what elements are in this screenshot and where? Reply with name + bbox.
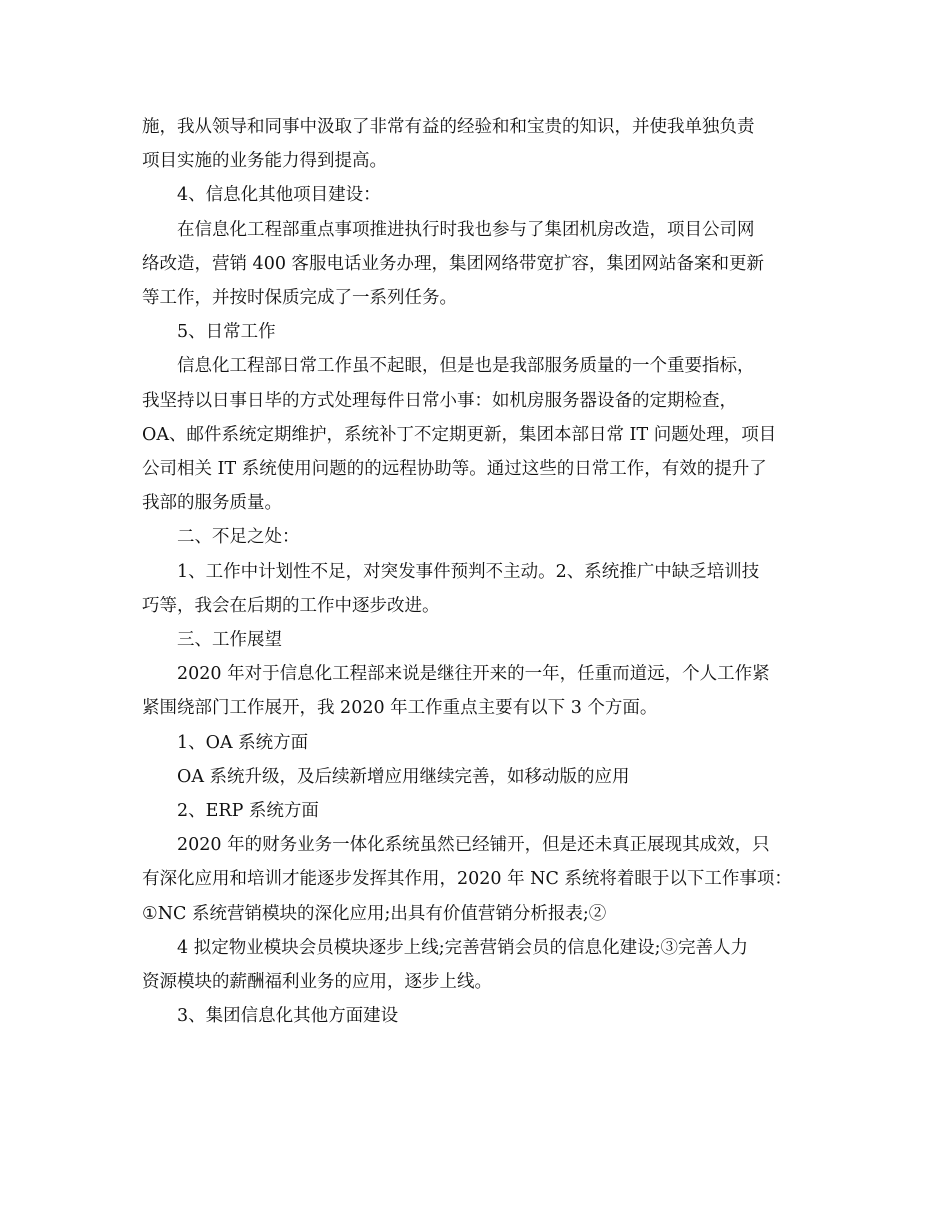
paragraph [142, 828, 810, 931]
paragraph [142, 349, 810, 520]
text-line: 信息化工程部日常工作虽不起眼，但是也是我部服务质量的一个重要指标， [177, 356, 755, 377]
text-line: OA 系统升级，及后续新增应用继续完善，如移动版的应用 [177, 766, 630, 787]
text-line: 络改造，营销 400 客服电话业务办理，集团网络带宽扩容，集团网站备案和更新 [142, 253, 765, 274]
text-line: 紧围绕部门工作展开，我 2020 年工作重点主要有以下 3 个方面。 [142, 698, 658, 719]
text-line: 4 拟定物业模块会员模块逐步上线;完善营销会员的信息化建设;③完善人力 [177, 937, 748, 958]
paragraph [142, 555, 810, 623]
paragraph [142, 657, 810, 725]
text-line: 等工作，并按时保质完成了一系列任务。 [142, 288, 457, 309]
text-line: 2020 年的财务业务一体化系统虽然已经铺开，但是还未真正展现其成效，只 [177, 835, 770, 856]
text-line: 公司相关 IT 系统使用问题的的远程协助等。通过这些的日常工作，有效的提升了 [142, 459, 767, 480]
text-line: 我部的服务质量。 [142, 493, 282, 514]
text-line: 在信息化工程部重点事项推进执行时我也参与了集团机房改造，项目公司网 [177, 219, 755, 240]
text-line: 我坚持以日事日毕的方式处理每件日常小事：如机房服务器设备的定期检查， [142, 390, 737, 411]
text-line: 2020 年对于信息化工程部来说是继往开来的一年，任重而道远，个人工作紧 [177, 664, 770, 685]
text-line: 巧等，我会在后期的工作中逐步改进。 [142, 595, 440, 616]
text-line: 3、集团信息化其他方面建设 [177, 1006, 399, 1027]
text-line: 5、日常工作 [177, 322, 276, 343]
paragraph [142, 760, 810, 794]
text-line: OA、邮件系统定期维护，系统补丁不定期更新，集团本部日常 IT 问题处理，项目 [142, 424, 777, 445]
text-line: 1、工作中计划性不足，对突发事件预判不主动。2、系统推广中缺乏培训技 [177, 561, 760, 582]
paragraph [142, 110, 810, 178]
paragraph [142, 315, 810, 349]
text-line: 4、信息化其他项目建设： [177, 185, 381, 206]
paragraph [142, 726, 810, 760]
paragraph [142, 999, 810, 1033]
paragraph [142, 931, 810, 999]
paragraph [142, 623, 810, 657]
text-line: 三、工作展望 [177, 630, 282, 651]
text-line: 项目实施的业务能力得到提高。 [142, 151, 387, 172]
text-line: 2、ERP 系统方面 [177, 801, 319, 822]
text-line: 资源模块的薪酬福利业务的应用，逐步上线。 [142, 972, 492, 993]
text-line: 施，我从领导和同事中汲取了非常有益的经验和和宝贵的知识，并使我单独负责 [142, 117, 755, 137]
paragraph [142, 520, 810, 554]
text-line: 二、不足之处： [177, 527, 300, 548]
document-body [142, 110, 810, 1033]
paragraph [142, 213, 810, 316]
paragraph [142, 794, 810, 828]
paragraph [142, 178, 810, 212]
text-line: ①NC 系统营销模块的深化应用;出具有价值营销分析报表;② [142, 903, 607, 924]
text-line: 1、OA 系统方面 [177, 732, 309, 753]
text-line: 有深化应用和培训才能逐步发挥其作用，2020 年 NC 系统将着眼于以下工作事项： [142, 869, 792, 890]
